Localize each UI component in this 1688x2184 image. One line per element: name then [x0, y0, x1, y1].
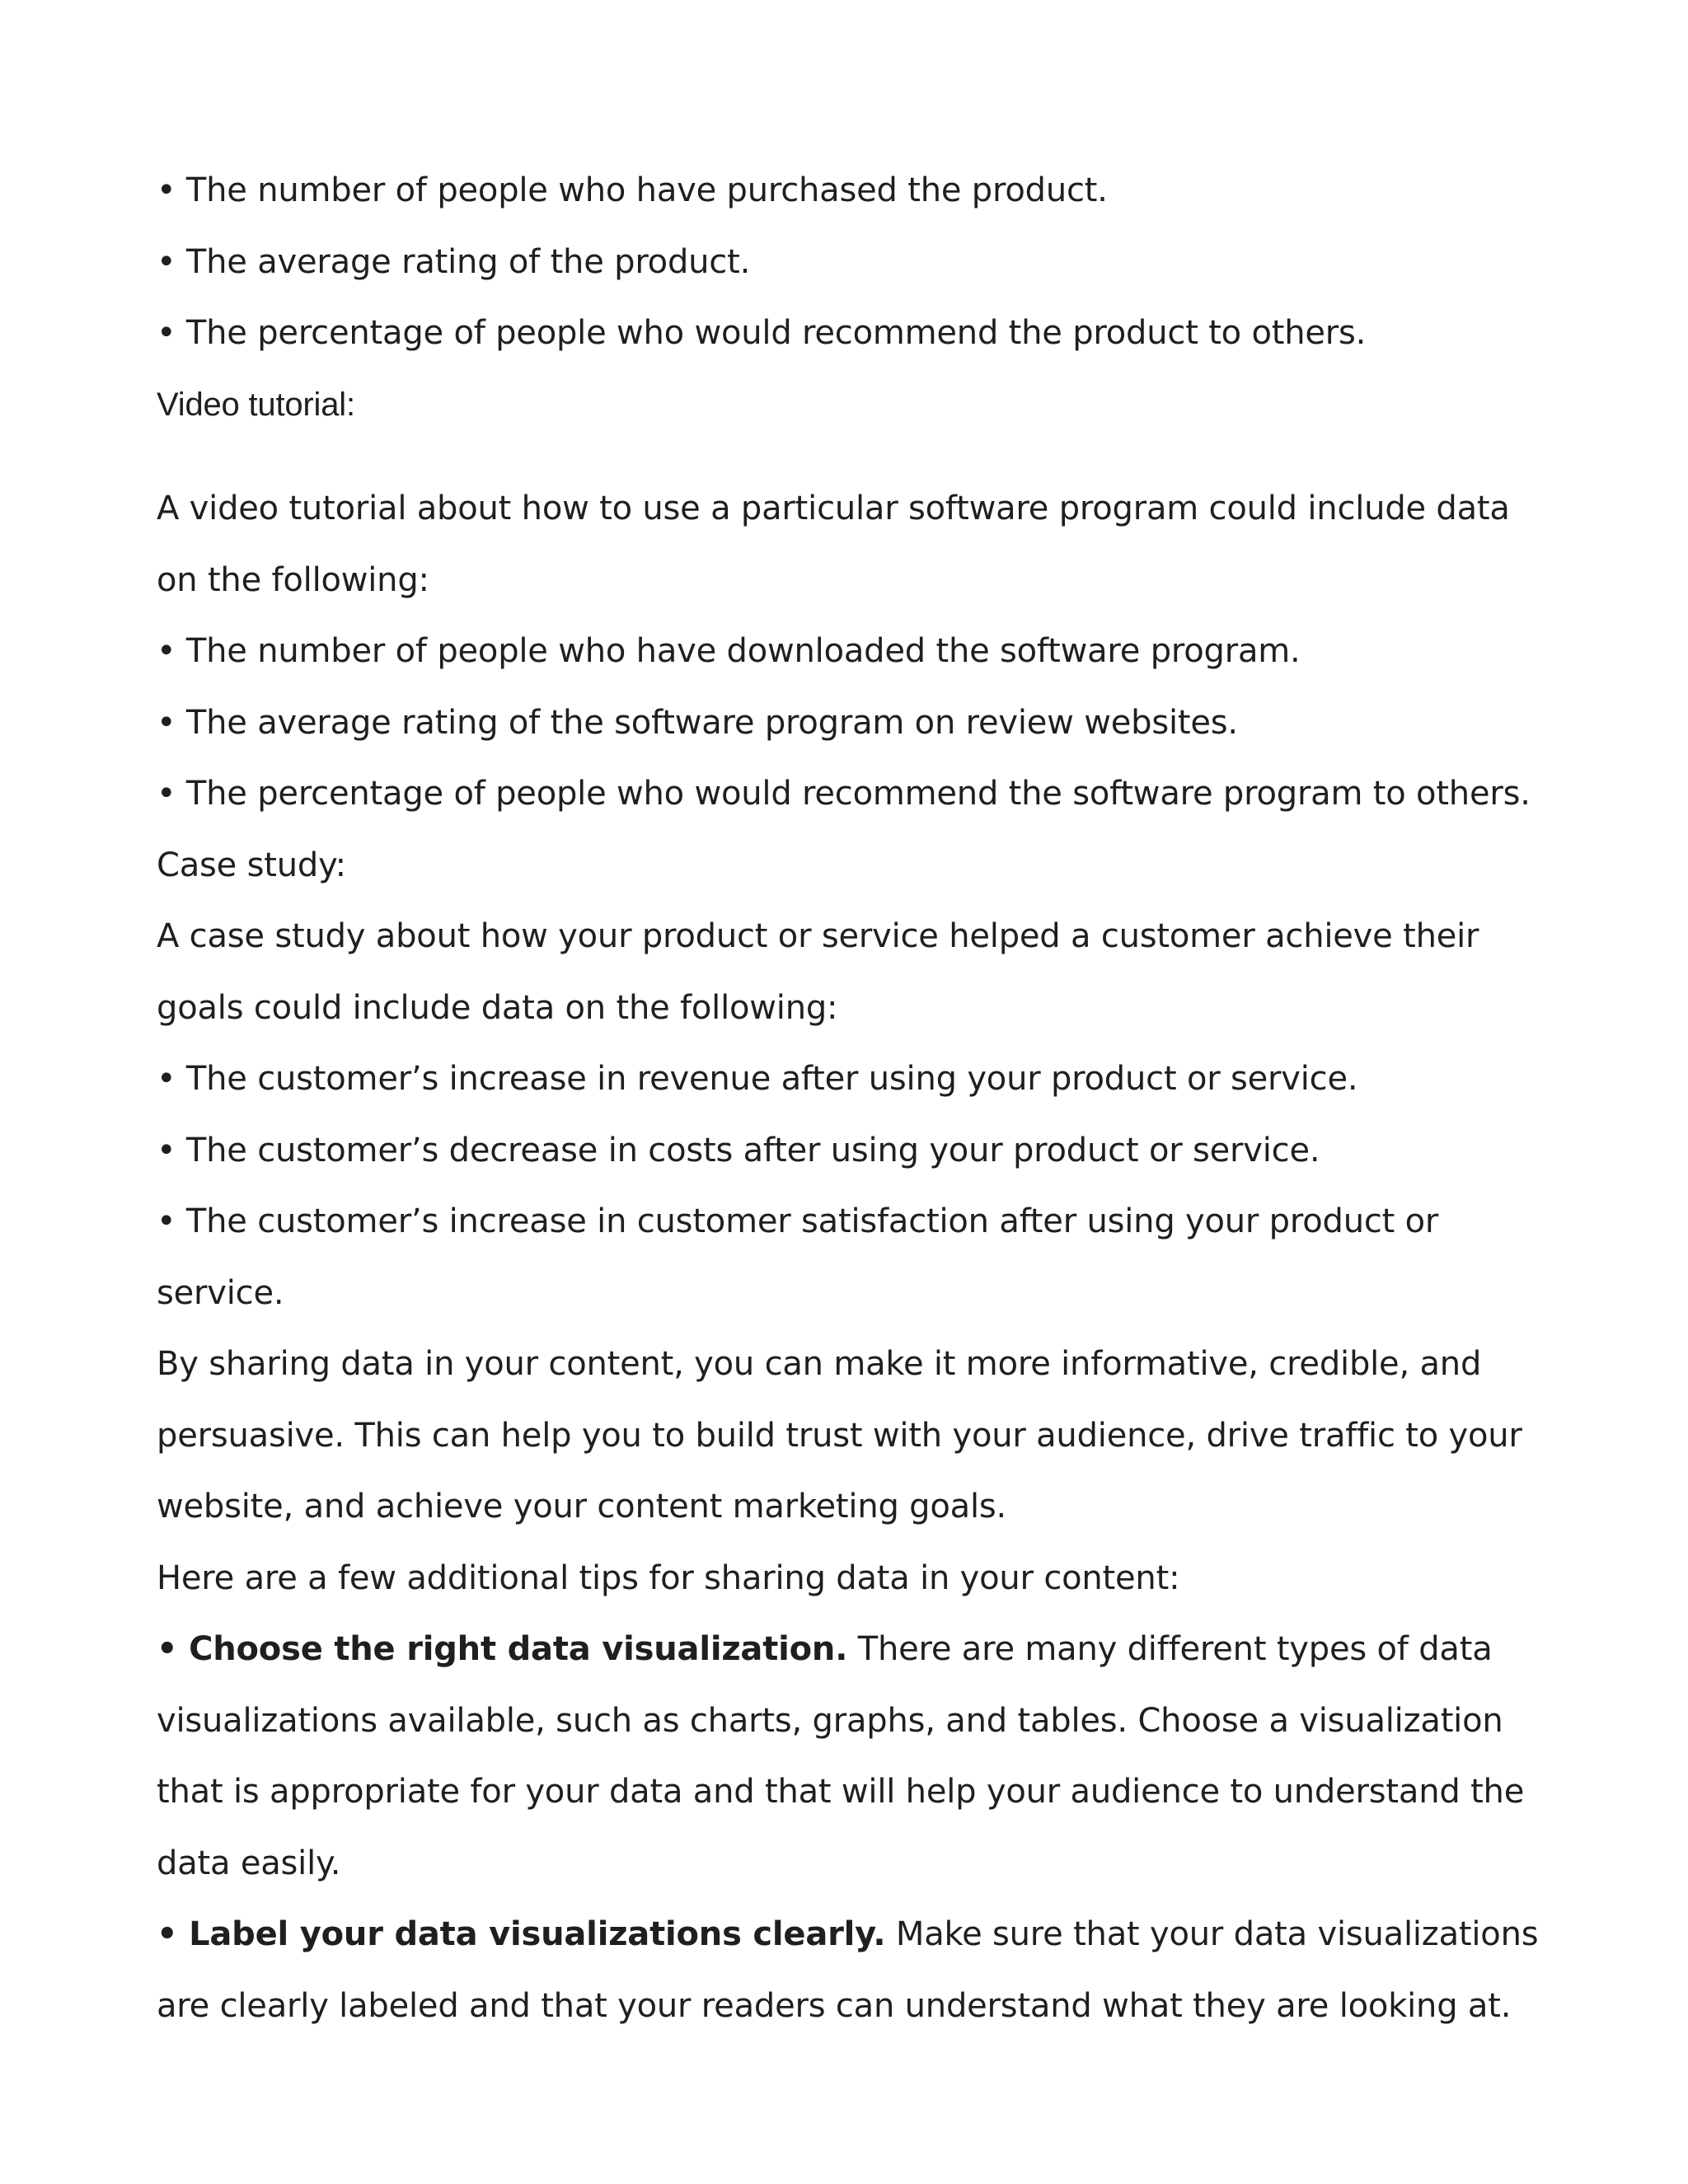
bullet-software-recommend: • The percentage of people who would recommend the software program to others. [157, 775, 1531, 813]
bullet-revenue: • The customer’s increase in revenue after using your product or service. [157, 1060, 1358, 1098]
bullet-average-rating: • The average rating of the product. [157, 242, 751, 281]
tip-choose-visualization-text: There are many different types of data visualizations available, such as charts, graphs, and tables. Choose a visualization that is appropriate for your data and that will help your audience to understand the data easily. [157, 1630, 1525, 1882]
tip-label-visualizations [157, 1899, 1541, 2041]
tips-intro: Here are a few additional tips for sharing data in your content: [157, 1558, 1180, 1597]
document-body [157, 155, 1541, 2041]
tip-choose-visualization [157, 1614, 1541, 1899]
tip-label-visualizations-title: • Label your data visualizations clearly. [157, 1915, 886, 1953]
bullet-software-rating: • The average rating of the software program on review websites. [157, 703, 1238, 742]
bullet-costs: • The customer’s decrease in costs after using your product or service. [157, 1131, 1320, 1169]
para-sharing-data: By sharing data in your content, you can make it more informative, credible, and persuasive. This can help you to build trust with your audience, drive traffic to your website, and achieve your content marketing goals. [157, 1345, 1522, 1526]
heading-video-tutorial: Video tutorial: [157, 386, 355, 423]
tip-label-visualizations-text: Make sure that your data visualizations are clearly labeled and that your readers can understand what they are looking at. [157, 1915, 1539, 2025]
bullet-recommend: • The percentage of people who would recommend the product to others. [157, 314, 1367, 352]
para-video-tutorial: A video tutorial about how to use a particular software program could include data on the following: [157, 490, 1510, 599]
para-case-study: A case study about how your product or service helped a customer achieve their goals could include data on the following: [157, 917, 1479, 1027]
heading-case-study: Case study: [157, 846, 346, 884]
tip-choose-visualization-title: • Choose the right data visualization. [157, 1630, 848, 1668]
bullet-downloaded: • The number of people who have downloaded the software program. [157, 632, 1301, 670]
bullet-purchased: • The number of people who have purchased the product. [157, 171, 1108, 209]
bullet-satisfaction: • The customer’s increase in customer satisfaction after using your product or service. [157, 1202, 1439, 1312]
